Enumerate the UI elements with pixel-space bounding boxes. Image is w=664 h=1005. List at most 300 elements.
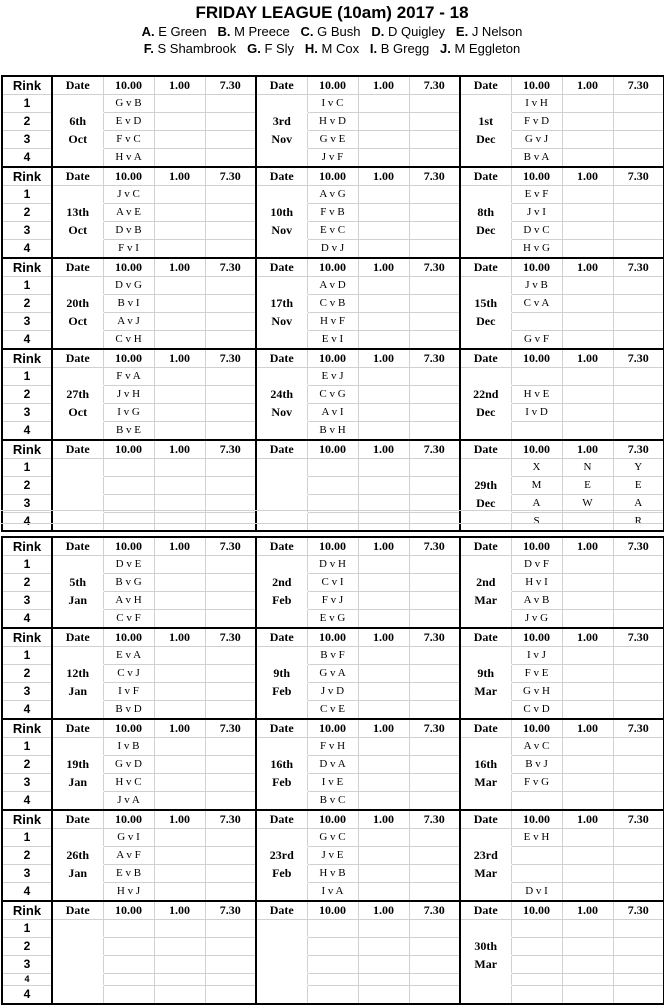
fixture-cell: C v F	[103, 610, 154, 629]
rink-number: 4	[2, 149, 52, 168]
date-header: Date	[256, 349, 307, 368]
fixture-date: Jan	[52, 774, 103, 792]
team-name: B Gregg	[377, 41, 430, 56]
rink-number: 3	[2, 865, 52, 883]
fixture-cell: I v D	[511, 404, 562, 422]
rink-number: 4	[2, 240, 52, 259]
fixture-date	[52, 920, 103, 938]
fixture-cell: I v G	[103, 404, 154, 422]
team-key-entry	[301, 24, 361, 39]
time-header: 1.00	[358, 167, 409, 186]
fixture-cell	[205, 331, 256, 350]
rink-row	[2, 792, 664, 811]
fixture-cell	[409, 792, 460, 811]
fixture-cell: J v H	[103, 386, 154, 404]
fixture-cell	[409, 883, 460, 902]
fixture-date	[256, 829, 307, 847]
rink-header: Rink	[2, 901, 52, 920]
fixture-date	[460, 883, 511, 902]
fixture-cell	[307, 477, 358, 495]
rink-header: Rink	[2, 537, 52, 556]
time-header: 10.00	[307, 440, 358, 459]
rink-row	[2, 574, 664, 592]
fixture-cell	[358, 574, 409, 592]
fixture-cell	[205, 404, 256, 422]
time-header: 1.00	[358, 901, 409, 920]
time-header: 10.00	[511, 349, 562, 368]
time-header: 10.00	[511, 167, 562, 186]
rink-number: 4	[2, 883, 52, 902]
fixture-cell: E v I	[307, 331, 358, 350]
time-header: 1.00	[358, 810, 409, 829]
rink-header: Rink	[2, 258, 52, 277]
fixture-cell	[613, 938, 664, 956]
fixture-cell	[562, 313, 613, 331]
fixture-cell: R	[613, 513, 664, 532]
fixture-cell: J v D	[307, 683, 358, 701]
rink-row	[2, 920, 664, 938]
time-header: 7.30	[613, 76, 664, 95]
fixture-cell	[154, 738, 205, 756]
fixture-cell	[613, 149, 664, 168]
fixture-cell	[409, 422, 460, 441]
date-header: Date	[460, 440, 511, 459]
divider	[1, 510, 663, 511]
fixture-cell	[358, 665, 409, 683]
time-header: 1.00	[358, 76, 409, 95]
fixture-cell	[409, 331, 460, 350]
rink-row	[2, 883, 664, 902]
fixture-cell	[562, 986, 613, 1005]
fixture-cell	[103, 920, 154, 938]
fixture-cell: F v B	[307, 204, 358, 222]
fixture-cell	[307, 513, 358, 532]
date-header: Date	[256, 537, 307, 556]
date-header: Date	[256, 810, 307, 829]
fixture-cell	[358, 240, 409, 259]
fixture-date: Mar	[460, 774, 511, 792]
fixture-cell: G v J	[511, 131, 562, 149]
fixture-date	[460, 701, 511, 720]
rink-row	[2, 477, 664, 495]
fixture-cell	[562, 774, 613, 792]
fixture-cell: D v A	[307, 756, 358, 774]
rink-row	[2, 386, 664, 404]
fixture-cell	[205, 592, 256, 610]
fixture-cell	[562, 574, 613, 592]
rink-header: Rink	[2, 719, 52, 738]
fixture-cell	[562, 95, 613, 113]
rink-number: 3	[2, 956, 52, 974]
week-header-row	[2, 258, 664, 277]
rink-number: 2	[2, 756, 52, 774]
fixture-cell: A v E	[103, 204, 154, 222]
time-header: 1.00	[358, 719, 409, 738]
rink-number: 3	[2, 683, 52, 701]
time-header: 7.30	[205, 440, 256, 459]
fixture-date	[460, 513, 511, 532]
fixture-cell	[562, 738, 613, 756]
fixture-cell: B v G	[103, 574, 154, 592]
fixture-cell: C v I	[307, 574, 358, 592]
fixture-cell	[409, 204, 460, 222]
fixture-table	[1, 536, 664, 1005]
fixture-cell: Y	[613, 459, 664, 477]
fixture-cell	[511, 920, 562, 938]
time-header: 10.00	[511, 76, 562, 95]
rink-number: 2	[2, 113, 52, 131]
team-code: E.	[455, 24, 469, 39]
time-header: 10.00	[307, 810, 358, 829]
fixture-cell	[613, 131, 664, 149]
rink-row	[2, 956, 664, 974]
fixture-date: Jan	[52, 865, 103, 883]
fixture-cell	[154, 774, 205, 792]
fixture-date	[256, 610, 307, 629]
fixture-cell	[154, 610, 205, 629]
rink-number: 1	[2, 829, 52, 847]
fixture-date	[256, 938, 307, 956]
team-code: F.	[143, 41, 154, 56]
time-header: 10.00	[307, 628, 358, 647]
fixture-cell	[562, 240, 613, 259]
fixture-cell	[562, 149, 613, 168]
fixture-cell	[154, 422, 205, 441]
fixture-cell: E v C	[307, 222, 358, 240]
fixture-date: Mar	[460, 592, 511, 610]
fixture-cell	[511, 792, 562, 811]
fixture-cell	[205, 477, 256, 495]
fixture-cell: J v B	[511, 277, 562, 295]
week-header-row	[2, 167, 664, 186]
time-header: 1.00	[358, 349, 409, 368]
fixture-cell	[613, 313, 664, 331]
page-title: FRIDAY LEAGUE (10am) 2017 - 18	[195, 3, 469, 22]
rink-row	[2, 313, 664, 331]
fixture-cell	[205, 701, 256, 720]
fixture-cell: C v E	[307, 701, 358, 720]
week-header-row	[2, 901, 664, 920]
fixture-cell	[409, 574, 460, 592]
date-header: Date	[256, 628, 307, 647]
fixture-cell	[613, 186, 664, 204]
time-header: 10.00	[307, 537, 358, 556]
fixture-cell	[154, 574, 205, 592]
fixture-cell	[358, 277, 409, 295]
fixture-cell	[205, 956, 256, 974]
fixture-table	[1, 75, 664, 532]
fixture-cell	[358, 956, 409, 974]
fixture-cell	[613, 368, 664, 386]
team-name: M Preece	[230, 24, 290, 39]
fixture-cell	[154, 313, 205, 331]
time-header: 1.00	[154, 537, 205, 556]
fixture-cell	[613, 222, 664, 240]
fixture-cell	[154, 295, 205, 313]
fixture-cell	[307, 459, 358, 477]
team-key-line-2	[0, 41, 664, 56]
team-key-entry	[144, 41, 237, 56]
fixture-cell	[409, 610, 460, 629]
fixture-cell	[205, 829, 256, 847]
fixture-date: 1st	[460, 113, 511, 131]
fixture-cell	[205, 186, 256, 204]
fixture-cell	[205, 131, 256, 149]
fixture-cell: I v J	[511, 647, 562, 665]
fixture-date	[256, 422, 307, 441]
rink-number: 3	[2, 774, 52, 792]
fixture-cell	[358, 610, 409, 629]
fixture-cell: J v A	[103, 792, 154, 811]
fixture-cell	[358, 556, 409, 574]
fixture-cell	[409, 186, 460, 204]
fixture-cell	[205, 792, 256, 811]
date-header: Date	[52, 719, 103, 738]
fixture-cell	[613, 665, 664, 683]
fixture-cell	[154, 986, 205, 1005]
date-header: Date	[52, 901, 103, 920]
rink-row	[2, 186, 664, 204]
fixture-cell	[562, 513, 613, 532]
date-header: Date	[52, 167, 103, 186]
fixture-cell	[358, 131, 409, 149]
fixture-cell	[205, 422, 256, 441]
date-header: Date	[460, 810, 511, 829]
time-header: 1.00	[562, 719, 613, 738]
time-header: 7.30	[409, 810, 460, 829]
fixture-date	[52, 738, 103, 756]
fixture-cell	[205, 774, 256, 792]
fixture-cell: G v I	[103, 829, 154, 847]
fixture-date	[460, 422, 511, 441]
date-header: Date	[460, 628, 511, 647]
fixture-cell	[409, 277, 460, 295]
fixture-cell	[409, 847, 460, 865]
fixture-cell: E v H	[511, 829, 562, 847]
fixture-cell: F v A	[103, 368, 154, 386]
fixture-cell	[562, 829, 613, 847]
fixture-cell: B v C	[307, 792, 358, 811]
time-header: 1.00	[154, 258, 205, 277]
fixture-cell	[154, 240, 205, 259]
fixture-date	[52, 149, 103, 168]
fixture-cell	[511, 865, 562, 883]
fixture-cell	[562, 204, 613, 222]
time-header: 10.00	[103, 167, 154, 186]
fixture-cell	[154, 920, 205, 938]
fixture-date	[460, 986, 511, 1005]
date-header: Date	[256, 440, 307, 459]
fixture-date	[52, 368, 103, 386]
rink-number: 4	[2, 792, 52, 811]
team-name: J Nelson	[468, 24, 523, 39]
fixture-date	[460, 240, 511, 259]
fixture-cell	[205, 574, 256, 592]
fixture-cell: H v D	[307, 113, 358, 131]
fixture-cell	[409, 240, 460, 259]
fixture-date: Dec	[460, 131, 511, 149]
fixture-cell: A	[613, 495, 664, 513]
date-header: Date	[52, 258, 103, 277]
rink-row	[2, 665, 664, 683]
fixture-cell: J v E	[307, 847, 358, 865]
fixture-cell: F v G	[511, 774, 562, 792]
fixture-date	[256, 956, 307, 974]
fixture-cell	[103, 956, 154, 974]
fixture-cell	[358, 592, 409, 610]
time-header: 7.30	[205, 719, 256, 738]
fixture-cell: J v C	[103, 186, 154, 204]
fixture-cell	[205, 756, 256, 774]
rink-header: Rink	[2, 440, 52, 459]
fixture-cell	[358, 477, 409, 495]
time-header: 7.30	[409, 349, 460, 368]
team-key-entry	[142, 24, 207, 39]
time-header: 7.30	[409, 628, 460, 647]
fixture-date: Oct	[52, 222, 103, 240]
team-key-line-1	[0, 24, 664, 39]
fixture-cell: B v F	[307, 647, 358, 665]
fixture-cell: E v A	[103, 647, 154, 665]
fixture-cell: A v H	[103, 592, 154, 610]
rink-number: 1	[2, 556, 52, 574]
fixture-date: 19th	[52, 756, 103, 774]
fixture-cell	[562, 113, 613, 131]
fixture-cell	[358, 974, 409, 986]
fixture-cell: X	[511, 459, 562, 477]
rink-number: 3	[2, 131, 52, 149]
fixture-cell	[154, 113, 205, 131]
fixture-cell	[562, 701, 613, 720]
rink-row	[2, 847, 664, 865]
rink-number: 2	[2, 574, 52, 592]
rink-number: 1	[2, 95, 52, 113]
team-name: M Eggleton	[450, 41, 521, 56]
team-code: J.	[440, 41, 451, 56]
fixture-cell	[154, 665, 205, 683]
fixture-date: Nov	[256, 313, 307, 331]
fixture-cell	[358, 938, 409, 956]
fixture-cell: G v B	[103, 95, 154, 113]
fixture-cell	[205, 665, 256, 683]
fixture-cell	[358, 986, 409, 1005]
fixture-cell	[613, 883, 664, 902]
fixture-date	[52, 95, 103, 113]
fixture-cell	[511, 368, 562, 386]
fixture-cell	[205, 610, 256, 629]
team-key-entry	[217, 24, 289, 39]
fixture-cell	[154, 368, 205, 386]
fixture-cell	[154, 459, 205, 477]
fixture-cell	[409, 459, 460, 477]
time-header: 7.30	[409, 258, 460, 277]
fixture-cell	[103, 938, 154, 956]
fixture-cell	[103, 459, 154, 477]
time-header: 1.00	[154, 901, 205, 920]
team-code: D.	[371, 24, 385, 39]
rink-row	[2, 865, 664, 883]
fixture-cell	[409, 313, 460, 331]
fixture-date	[460, 556, 511, 574]
fixture-date	[256, 240, 307, 259]
time-header: 7.30	[409, 76, 460, 95]
fixture-date	[256, 792, 307, 811]
fixture-cell: F v D	[511, 113, 562, 131]
team-name: F Sly	[260, 41, 295, 56]
fixture-cell	[562, 610, 613, 629]
fixture-date	[460, 149, 511, 168]
fixture-cell	[358, 847, 409, 865]
fixture-date	[52, 938, 103, 956]
fixture-cell	[511, 422, 562, 441]
fixture-cell	[154, 513, 205, 532]
time-header: 7.30	[613, 258, 664, 277]
fixture-cell	[613, 865, 664, 883]
rink-row	[2, 131, 664, 149]
time-header: 1.00	[154, 349, 205, 368]
rink-number: 1	[2, 920, 52, 938]
fixture-cell	[562, 404, 613, 422]
fixture-cell	[358, 920, 409, 938]
time-header: 7.30	[613, 167, 664, 186]
fixture-cell	[205, 883, 256, 902]
fixture-cell	[409, 404, 460, 422]
time-header: 7.30	[613, 349, 664, 368]
rink-number: 1	[2, 277, 52, 295]
fixture-cell	[613, 95, 664, 113]
team-name: M Cox	[317, 41, 360, 56]
fixture-cell: B v D	[103, 701, 154, 720]
fixture-cell	[409, 368, 460, 386]
fixture-cell: E	[613, 477, 664, 495]
fixture-date: 23rd	[460, 847, 511, 865]
fixture-cell	[409, 974, 460, 986]
fixture-cell	[358, 95, 409, 113]
fixture-cell: G v E	[307, 131, 358, 149]
fixture-cell: A v D	[307, 277, 358, 295]
fixture-cell: F v E	[511, 665, 562, 683]
rink-header: Rink	[2, 76, 52, 95]
fixture-cell	[358, 386, 409, 404]
fixture-date: Dec	[460, 313, 511, 331]
fixture-cell	[562, 756, 613, 774]
fixture-cell: D v G	[103, 277, 154, 295]
fixture-cell	[358, 865, 409, 883]
fixture-cell	[613, 556, 664, 574]
fixture-date	[256, 647, 307, 665]
date-header: Date	[52, 76, 103, 95]
fixture-cell: F v H	[307, 738, 358, 756]
fixture-cell	[409, 756, 460, 774]
fixture-cell	[613, 204, 664, 222]
fixture-cell	[562, 847, 613, 865]
fixture-cell: H v J	[103, 883, 154, 902]
fixture-cell	[307, 956, 358, 974]
fixture-date: 16th	[460, 756, 511, 774]
rink-row	[2, 556, 664, 574]
fixture-date	[256, 459, 307, 477]
rink-header: Rink	[2, 349, 52, 368]
fixture-cell	[409, 701, 460, 720]
fixture-cell	[562, 883, 613, 902]
rink-number: 2	[2, 847, 52, 865]
team-key-entry	[370, 41, 429, 56]
fixture-date	[256, 920, 307, 938]
rink-number: 1	[2, 459, 52, 477]
fixture-cell	[154, 404, 205, 422]
fixture-cell: A v C	[511, 738, 562, 756]
fixture-cell	[205, 368, 256, 386]
